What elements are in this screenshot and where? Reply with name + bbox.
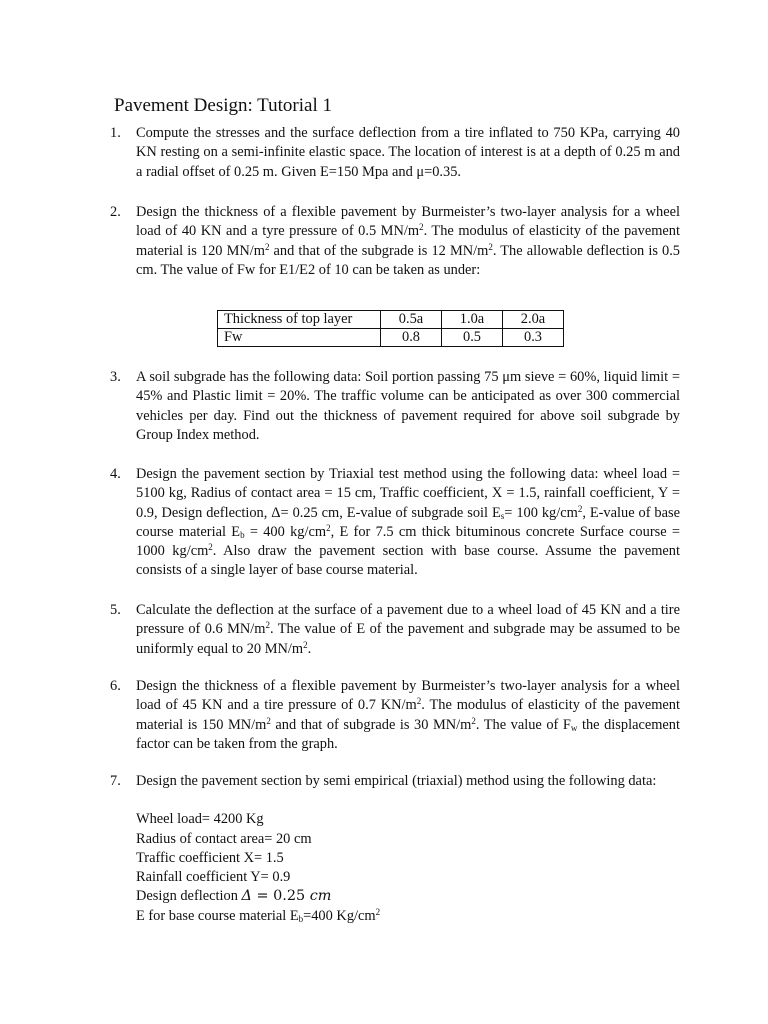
question-number: 7. <box>110 773 121 789</box>
table-cell: 0.5 <box>442 329 503 347</box>
table-cell: 2.0a <box>503 311 564 329</box>
design-deflection-line <box>136 887 680 906</box>
question-number: 4. <box>110 466 121 482</box>
superscript: 2 <box>419 222 424 233</box>
question-5 <box>110 601 680 659</box>
question-7 <box>110 772 680 926</box>
question-number: 3. <box>110 369 121 385</box>
question-number: 1. <box>110 125 121 141</box>
equals-sign: = <box>251 888 274 905</box>
traffic-coefficient-line: Traffic coefficient X= 1.5 <box>136 849 284 866</box>
wheel-load-line: Wheel load= 4200 Kg <box>136 811 264 828</box>
question-text-part: . The modulus of elasticity of the pavement material is 150 MN/m <box>136 697 680 733</box>
subscript: b <box>240 529 245 540</box>
question-text-part: = 400 kg/cm <box>244 523 327 540</box>
table-cell: 0.8 <box>381 329 442 347</box>
superscript: 2 <box>488 241 493 252</box>
superscript: 2 <box>577 503 583 514</box>
question-text-part: . Also draw the pavement section with base course. Assume the pavement consists of a single layer of base course material. <box>136 543 680 579</box>
delta-symbol: Δ <box>241 888 252 905</box>
question-text <box>136 465 680 581</box>
question-text-part: = 100 kg/cm <box>504 504 578 521</box>
question-text <box>136 124 680 182</box>
table-cell: Fw <box>218 329 381 347</box>
deflection-value: 0.25 <box>273 888 306 905</box>
subscript: b <box>298 913 304 924</box>
question-2 <box>110 203 680 280</box>
base-course-modulus-line <box>136 907 680 926</box>
rainfall-coefficient-line: Rainfall coefficient Y= 0.9 <box>136 869 291 886</box>
question-text <box>136 203 680 280</box>
question-number: 5. <box>110 602 121 618</box>
question-text-part: . <box>307 640 312 657</box>
question-3 <box>110 368 680 445</box>
question-6 <box>110 677 680 754</box>
radius-line: Radius of contact area= 20 cm <box>136 830 312 847</box>
question-text-part: , E for 7.5 cm thick bituminous concrete Surface course = 1000 kg/cm <box>136 523 681 560</box>
table-cell: 1.0a <box>442 311 503 329</box>
deflection-unit: cm <box>305 888 332 905</box>
superscript: 2 <box>416 696 422 707</box>
table-cell: 0.3 <box>503 329 564 347</box>
question-text-part: the displacement factor can be taken from the graph. <box>136 716 681 752</box>
superscript: 2 <box>375 906 381 917</box>
superscript: 2 <box>265 620 270 631</box>
question-intro: Design the pavement section by semi empirical (triaxial) method using the following data: <box>136 773 657 789</box>
question-text-part: Design the thickness of a flexible pavement by Burmeister’s two-layer analysis for a wheel load of 40 KN and a tyre pressure of 0.5 MN/m <box>136 204 680 240</box>
fw-table <box>217 310 564 347</box>
question-number: 2. <box>110 204 121 220</box>
superscript: 2 <box>264 241 270 252</box>
question-text-part: and that of subgrade is 30 MN/m <box>270 716 472 733</box>
table-row <box>218 329 564 347</box>
question-text-part: . The modulus of elasticity of the pavement material is 120 MN/m <box>136 223 680 259</box>
question-text-part: E for base course material E <box>136 907 299 924</box>
page-title: Pavement Design: Tutorial 1 <box>114 95 332 116</box>
question-number: 6. <box>110 678 121 694</box>
question-4 <box>110 465 680 581</box>
question-text-part: . The value of E of the pavement and subgrade may be assumed to be uniformly equal to 20 MN/m <box>136 621 680 657</box>
question-1 <box>110 124 680 182</box>
subscript: w <box>570 722 578 733</box>
question-text: A soil subgrade has the following data: Soil portion passing 75 μm sieve = 60%, liquid limit = 45% and Plastic limit = 20%. The traffic volume can be anticipated as over 300 commercial vehicles per day. Find out the thickness of pavement required for above soil subgrade by Group Index method. <box>136 369 680 443</box>
question-text <box>136 772 680 926</box>
question-text-part: Design the thickness of a flexible pavement by Burmeister’s two-layer analysis for a wheel load of 45 KN and a tire pressure of 0.7 KN/m <box>136 678 680 714</box>
question-text-part: and that of the subgrade is 12 MN/m <box>269 242 489 259</box>
table-row <box>218 311 564 329</box>
table-cell: Thickness of top layer <box>218 311 381 329</box>
superscript: 2 <box>266 715 271 726</box>
question-text-part: Compute the stresses and the surface deflection from a tire inflated to 750 KPa, carrying 40 KN resting on a semi-infinite elastic space. The location of interest is at a depth of 0.25 m and a radial offset of 0.25 m. Given E=150 Mpa and μ=0.35. <box>136 125 680 180</box>
superscript: 2 <box>303 639 308 650</box>
subscript: s <box>500 510 505 521</box>
question-text <box>136 677 680 754</box>
superscript: 2 <box>208 542 213 553</box>
superscript: 2 <box>471 715 476 726</box>
question-text <box>136 601 680 659</box>
question-text-part: , E-value of base course material E <box>136 504 680 540</box>
deflection-label: Design deflection <box>136 888 242 905</box>
question-text-part: . The value of F <box>475 716 571 733</box>
question-text-part: Calculate the deflection at the surface of a pavement due to a wheel load of 45 KN and a tire pressure of 0.6 MN/m <box>136 602 680 638</box>
superscript: 2 <box>326 522 331 533</box>
question-text-part: Design the pavement section by Triaxial test method using the following data: wheel load = 5100 kg, Radius of contact area = 15 cm, Traffic coefficient, X = 1.5, rainfall coefficient, Y = 0.9, Design deflection, Δ= 0.25 cm, E-value of subgrade soil E <box>136 466 680 521</box>
table-cell: 0.5a <box>381 311 442 329</box>
question-text-part: . The allowable deflection is 0.5 cm. The value of Fw for E1/E2 of 10 can be taken as under: <box>136 242 680 278</box>
question-text-part: =400 Kg/cm <box>303 907 376 924</box>
given-data-list <box>136 810 680 926</box>
